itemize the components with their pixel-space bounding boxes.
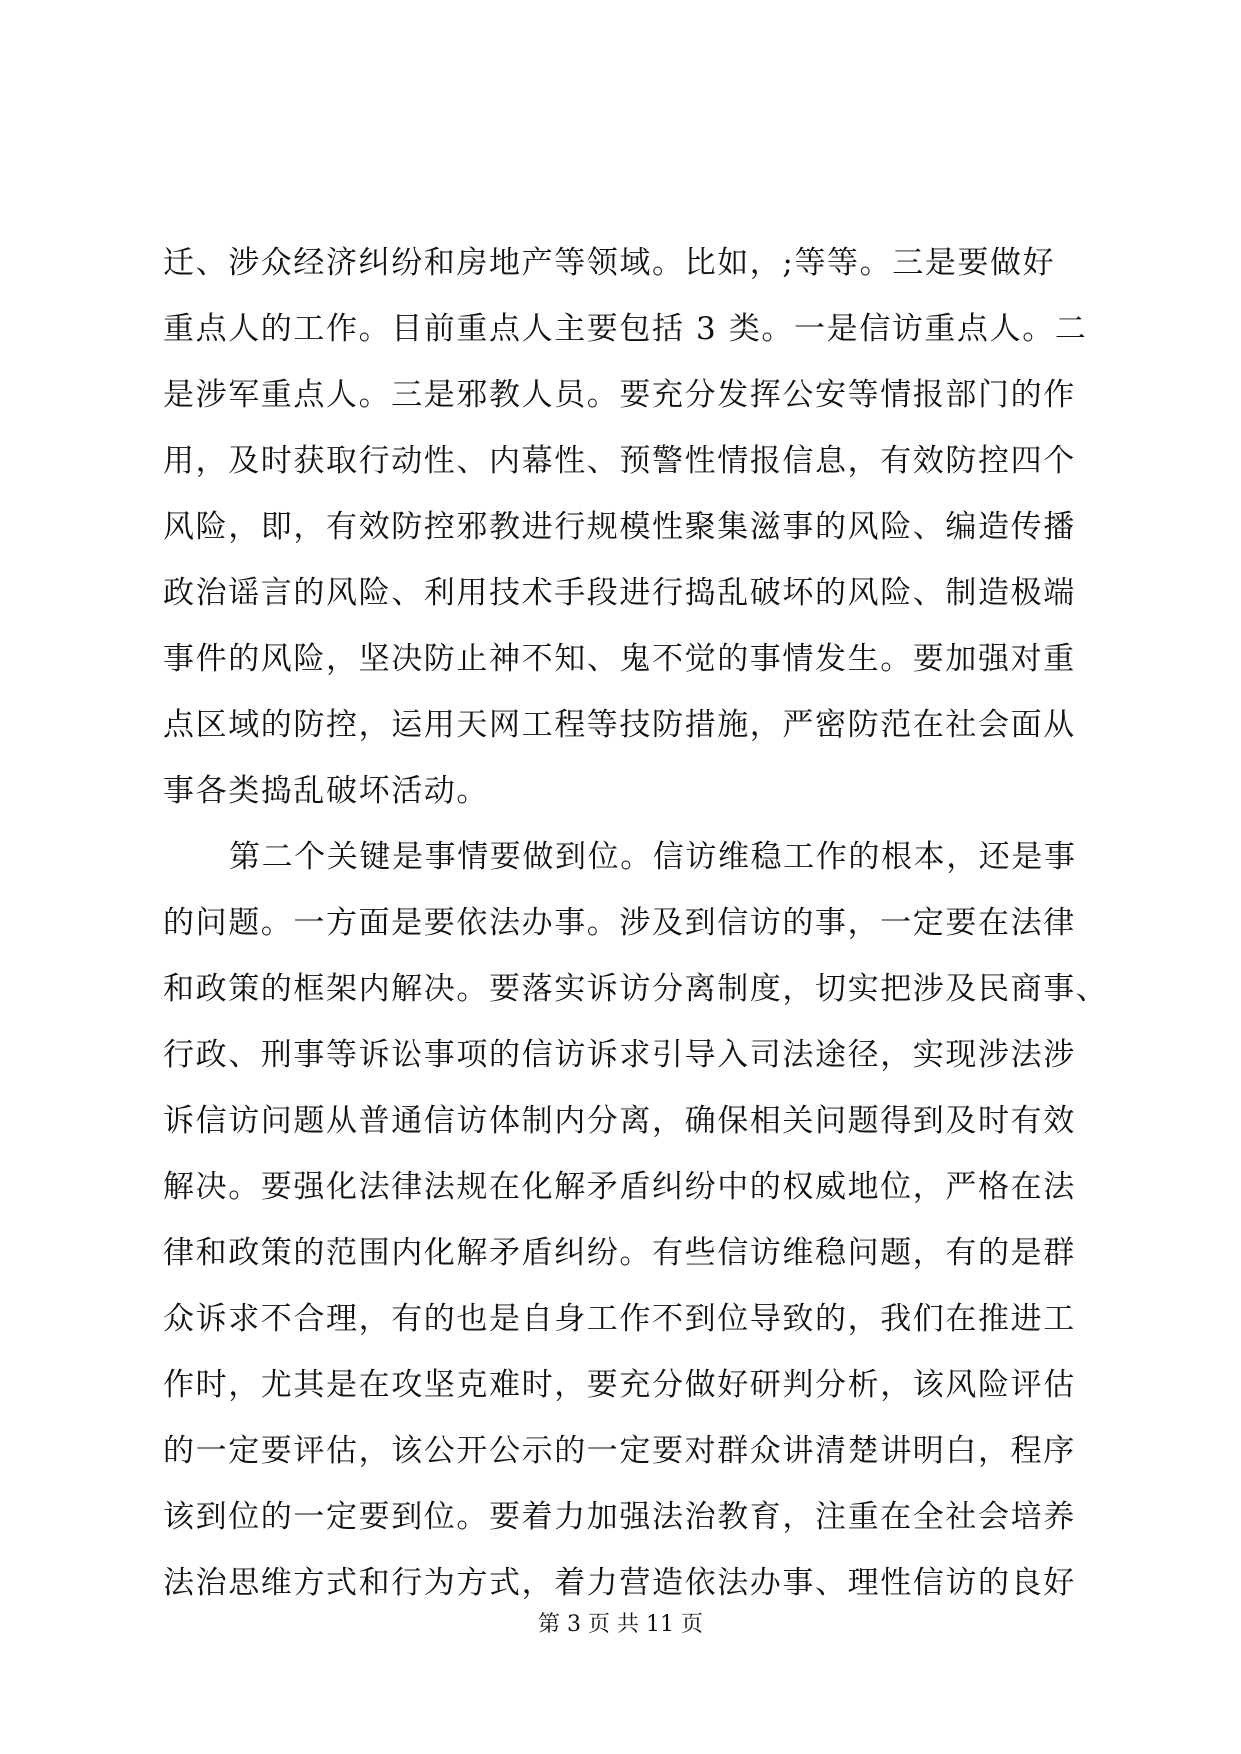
page-number-footer: 第 3 页 共 11 页 (538, 1612, 703, 1637)
text-line: 律和政策的范围内化解矛盾纠纷。有些信访维稳问题，有的是群 (163, 1235, 1076, 1271)
text-line: 风险，即，有效防控邪教进行规模性聚集滋事的风险、编造传播 (163, 509, 1076, 545)
text-line: 是涉军重点人。三是邪教人员。要充分发挥公安等情报部门的作 (163, 377, 1076, 413)
text-line: 众诉求不合理，有的也是自身工作不到位导致的，我们在推进工 (163, 1301, 1076, 1337)
text-line: 重点人的工作。目前重点人主要包括 3 类。一是信访重点人。二 (163, 311, 1088, 347)
text-line: 用，及时获取行动性、内幕性、预警性情报信息，有效防控四个 (163, 443, 1076, 479)
text-line: 作时，尤其是在攻坚克难时，要充分做好研判分析，该风险评估 (163, 1367, 1076, 1403)
document-body (163, 230, 1109, 1616)
text-line: 和政策的框架内解决。要落实诉访分离制度，切实把涉及民商事、 (163, 971, 1109, 1007)
text-line: 的一定要评估，该公开公示的一定要对群众讲清楚讲明白，程序 (163, 1433, 1076, 1469)
text-line: 迁、涉众经济纠纷和房地产等领域。比如，;等等。三是要做好 (163, 245, 1056, 281)
text-line: 该到位的一定要到位。要着力加强法治教育，注重在全社会培养 (163, 1499, 1076, 1535)
paragraph-first-line: 第二个关键是事情要做到位。信访维稳工作的根本，还是事 (229, 839, 1077, 875)
text-line: 点区域的防控，运用天网工程等技防措施，严密防范在社会面从 (163, 707, 1076, 743)
text-line: 政治谣言的风险、利用技术手段进行捣乱破坏的风险、制造极端 (163, 575, 1076, 611)
text-line: 解决。要强化法律法规在化解矛盾纠纷中的权威地位，严格在法 (163, 1169, 1076, 1205)
text-line: 法治思维方式和行为方式，着力营造依法办事、理性信访的良好 (163, 1565, 1076, 1601)
text-line: 的问题。一方面是要依法办事。涉及到信访的事，一定要在法律 (163, 905, 1076, 941)
text-line: 事件的风险，坚决防止神不知、鬼不觉的事情发生。要加强对重 (163, 641, 1076, 677)
text-line: 事各类捣乱破坏活动。 (163, 773, 489, 809)
text-line: 诉信访问题从普通信访体制内分离，确保相关问题得到及时有效 (163, 1103, 1076, 1139)
text-line: 行政、刑事等诉讼事项的信访诉求引导入司法途径，实现涉法涉 (163, 1037, 1076, 1073)
